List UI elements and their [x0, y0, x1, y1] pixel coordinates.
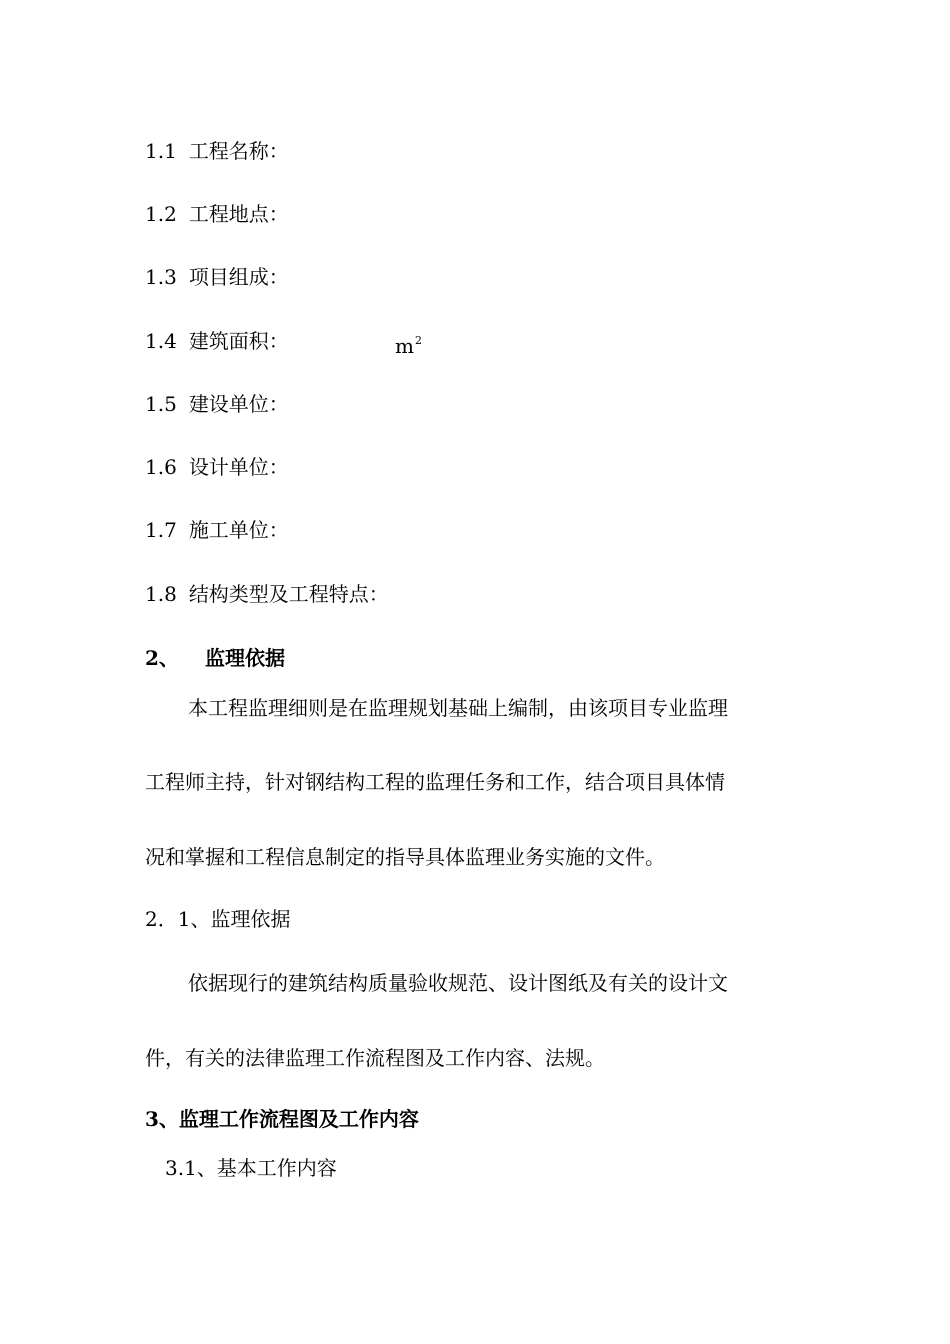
item-number: 1.1: [145, 139, 177, 163]
item-label: 工程地点：: [188, 202, 289, 226]
info-item-contractor: [145, 517, 289, 543]
info-item-designer: [145, 454, 289, 480]
info-item-owner: [145, 391, 289, 417]
subsection-3-1-heading: 3.1、基本工作内容: [165, 1156, 337, 1180]
info-item-building-area: [145, 328, 545, 358]
section-2-paragraph-line: 工程师主持，针对钢结构工程的监理任务和工作，结合项目具体情: [145, 770, 725, 794]
item-label: 施工单位：: [188, 518, 289, 542]
subsection-2-1-paragraph-line: 件，有关的法律监理工作流程图及工作内容、法规。: [145, 1046, 605, 1070]
item-number: 1.4: [145, 329, 177, 353]
section-2-heading: [145, 645, 285, 671]
section-2-paragraph-line: 况和掌握和工程信息制定的指导具体监理业务实施的文件。: [145, 845, 665, 869]
info-item-project-location: [145, 201, 289, 227]
item-number: 1.2: [145, 202, 177, 226]
item-label: 工程名称：: [188, 139, 289, 163]
item-label: 结构类型及工程特点：: [188, 582, 389, 606]
section-3-heading: 3、监理工作流程图及工作内容: [145, 1107, 419, 1131]
item-number: 1.6: [145, 455, 177, 479]
item-label: 项目组成：: [188, 265, 289, 289]
info-item-project-name: [145, 138, 289, 164]
subsection-2-1-heading: 2．1、监理依据: [145, 907, 291, 931]
item-number: 1.7: [145, 518, 177, 542]
item-number: 1.5: [145, 392, 177, 416]
subsection-2-1-paragraph-line: 依据现行的建筑结构质量验收规范、设计图纸及有关的设计文: [188, 971, 728, 995]
item-number: 1.3: [145, 265, 177, 289]
item-label: 设计单位：: [188, 455, 289, 479]
section-2-paragraph-line: 本工程监理细则是在监理规划基础上编制，由该项目专业监理: [188, 696, 728, 720]
info-item-structure-type: [145, 581, 389, 607]
item-label: 建筑面积：: [188, 329, 289, 353]
section-number: 2、: [145, 646, 179, 670]
info-item-project-composition: [145, 264, 289, 290]
item-number: 1.8: [145, 582, 177, 606]
item-label: 建设单位：: [188, 392, 289, 416]
section-title: 监理依据: [205, 646, 285, 670]
area-unit: $m^2$: [395, 334, 422, 358]
